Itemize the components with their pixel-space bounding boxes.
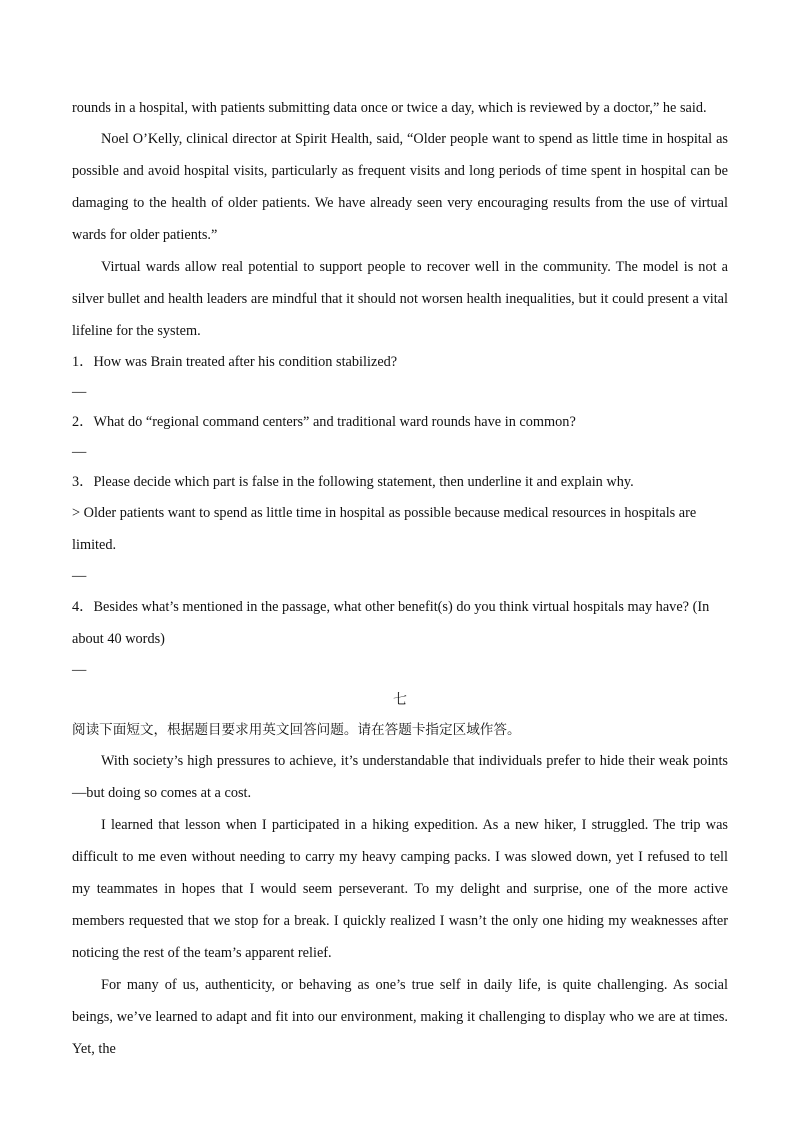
question-4: 4．Besides what’s mentioned in the passage, what other benefit(s) do you think virtual hospitals may have? (In about 40 words): [72, 599, 710, 647]
question-2: 2．What do “regional command centers” and traditional ward rounds have in common?: [72, 414, 576, 430]
passage-a-paragraph-2: Noel O’Kelly, clinical director at Spirit Health, said, “Older people want to spend as little time in hospital as possible and avoid hospital visits, particularly as frequent visits and long periods of time spent in hospital can be damaging to the health of older patients. We have already seen very encouraging results from the use of virtual wards for older patients.”: [72, 131, 728, 243]
passage-b-paragraph-2: I learned that lesson when I participated in a hiking expedition. As a new hiker, I struggled. The trip was difficult to me even without needing to carry my heavy camping packs. I was slowed down, yet I refused to tell my teammates in hopes that I would seem perseverant. To my delight and surprise, one of the more active members requested that we stop for a break. I quickly realized I wasn’t the only one hiding my weaknesses after noticing the rest of the team’s apparent relief.: [72, 817, 728, 961]
answer-line-1[interactable]: —: [72, 384, 87, 400]
passage-a-paragraph-1: rounds in a hospital, with patients submitting data once or twice a day, which is reviewed by a doctor,” he said.: [72, 100, 707, 116]
question-1: 1．How was Brain treated after his condition stabilized?: [72, 354, 398, 370]
passage-a-paragraph-3: Virtual wards allow real potential to support people to recover well in the community. The model is not a silver bullet and health leaders are mindful that it should not worsen health inequalities, but it could present a vital lifeline for the system.: [72, 259, 728, 339]
question-3-statement: > Older patients want to spend as little time in hospital as possible because medical resources in hospitals are limited.: [72, 505, 697, 553]
passage-b-paragraph-1: With society’s high pressures to achieve, it’s understandable that individuals prefer to hide their weak points—but doing so comes at a cost.: [72, 753, 728, 801]
answer-line-2[interactable]: —: [72, 444, 87, 460]
document-page: [72, 94, 728, 1065]
answer-line-4[interactable]: —: [72, 662, 87, 678]
answer-line-3[interactable]: —: [72, 568, 87, 584]
passage-b-paragraph-3: For many of us, authenticity, or behaving as one’s true self in daily life, is quite challenging. As social beings, we’ve learned to adapt and fit into our environment, making it challenging to display who we are at times. Yet, the: [72, 977, 728, 1057]
question-3: 3．Please decide which part is false in the following statement, then underline it and explain why.: [72, 474, 634, 490]
section-instruction: 阅读下面短文，根据题目要求用英文回答问题。请在答题卡指定区域作答。: [72, 722, 521, 738]
section-number: 七: [393, 692, 407, 708]
